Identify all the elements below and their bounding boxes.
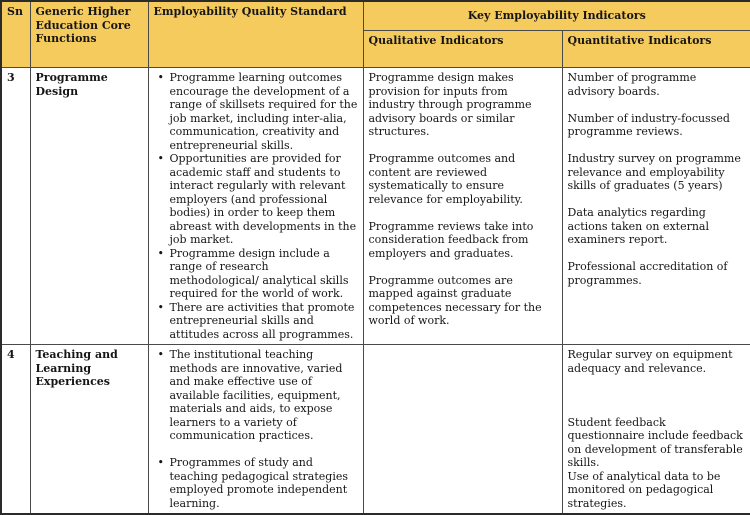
core-function-name: Teaching and Learning Experiences — [30, 345, 148, 515]
paragraph: Programme design makes provision for inputs from industry through programme advisory boards or similar structures. — [368, 71, 532, 138]
bullet-text: There are activities that promote entrepreneurial skills and attitudes across all programmes. — [169, 300, 355, 341]
blank-line — [568, 402, 746, 416]
bullet-item — [154, 152, 358, 247]
quality-standard-cell — [148, 68, 363, 345]
paragraph: Use of analytical data to be monitored on pedagogical strategies. — [567, 469, 721, 510]
table-row-programme-design — [1, 68, 750, 345]
bullet-item — [154, 71, 358, 152]
quantitative-indicators-cell — [562, 345, 750, 515]
bullet-text: Programme learning outcomes encourage the development of a range of skillsets required for the job market, including inter-alia, communication, creativity and entrepreneurial skills. — [169, 71, 358, 152]
paragraph: Number of industry-focussed programme reviews. — [567, 111, 730, 138]
blank-line — [369, 260, 557, 274]
header-row-main — [1, 1, 750, 31]
table-row-teaching-learning — [1, 345, 750, 515]
paragraph: Student feedback questionnaire include feedback on development of transferable skills. — [567, 415, 743, 469]
quality-standard-cell — [148, 345, 363, 515]
qualitative-indicators-cell — [363, 345, 562, 515]
bullet-item — [154, 456, 358, 510]
bullet-text: The institutional teaching methods are innovative, varied and make effective use of available facilities, equipment, materials and aids, to expose learners to a variety of communication practices. — [169, 348, 343, 442]
blank-line — [568, 375, 746, 389]
header-sn: Sn — [1, 1, 30, 68]
sn-value: 3 — [1, 68, 30, 345]
bullet-icon: • — [157, 348, 164, 361]
sn-value: 4 — [1, 345, 30, 515]
blank-line — [568, 193, 746, 207]
paragraph: Data analytics regarding actions taken on external examiners report. — [567, 206, 710, 246]
bullet-text: Programmes of study and teaching pedagogical strategies employed promote independent learning. — [169, 456, 349, 510]
paragraph: Programme outcomes and content are reviewed systematically to ensure relevance for employability. — [368, 152, 523, 206]
paragraph: Programme outcomes are mapped against graduate competences necessary for the world of work. — [368, 273, 542, 327]
paragraph: Number of programme advisory boards. — [567, 71, 697, 98]
blank-line — [369, 139, 557, 153]
blank-line — [568, 247, 746, 261]
bullet-item — [154, 301, 358, 342]
blank-line — [568, 389, 746, 403]
quantitative-list — [568, 348, 746, 510]
quantitative-indicators-cell — [562, 68, 750, 345]
header-quantitative: Quantitative Indicators — [562, 31, 750, 68]
quantitative-list — [568, 71, 746, 287]
standards-list — [154, 348, 358, 510]
blank-line — [568, 139, 746, 153]
bullet-text: Programme design include a range of research methodological/ analytical skills required for the world of work. — [169, 246, 349, 300]
bullet-item — [154, 247, 358, 301]
bullet-icon: • — [157, 300, 164, 314]
blank-line — [568, 98, 746, 112]
bullet-text: Opportunities are provided for academic staff and students to interact regularly with relevant employers (and professional bodies) in order to keep them abreast with developments in the job market. — [169, 152, 357, 246]
paragraph: Industry survey on programme relevance and employability skills of graduates (5 years) — [567, 152, 741, 192]
bullet-icon: • — [157, 152, 164, 165]
header-qualitative: Qualitative Indicators — [363, 31, 562, 68]
paragraph: Programme reviews take into consideration feedback from employers and graduates. — [368, 219, 534, 260]
bullet-icon: • — [157, 456, 164, 469]
header-quality-standard: Employability Quality Standard — [148, 1, 363, 68]
blank-line — [369, 206, 557, 220]
bullet-item — [154, 348, 358, 443]
bullet-icon: • — [157, 71, 164, 84]
header-key-indicators: Key Employability Indicators — [363, 1, 750, 31]
blank-line — [154, 443, 358, 457]
paragraph: Professional accreditation of programmes. — [567, 260, 728, 287]
core-function-name: Programme Design — [30, 68, 148, 345]
bullet-icon: • — [157, 246, 164, 260]
standards-list — [154, 71, 358, 341]
qualitative-list — [369, 71, 557, 328]
paragraph: Regular survey on equipment adequacy and relevance. — [567, 348, 733, 375]
header-core-functions: Generic Higher Education Core Functions — [30, 1, 148, 68]
qualitative-indicators-cell — [363, 68, 562, 345]
